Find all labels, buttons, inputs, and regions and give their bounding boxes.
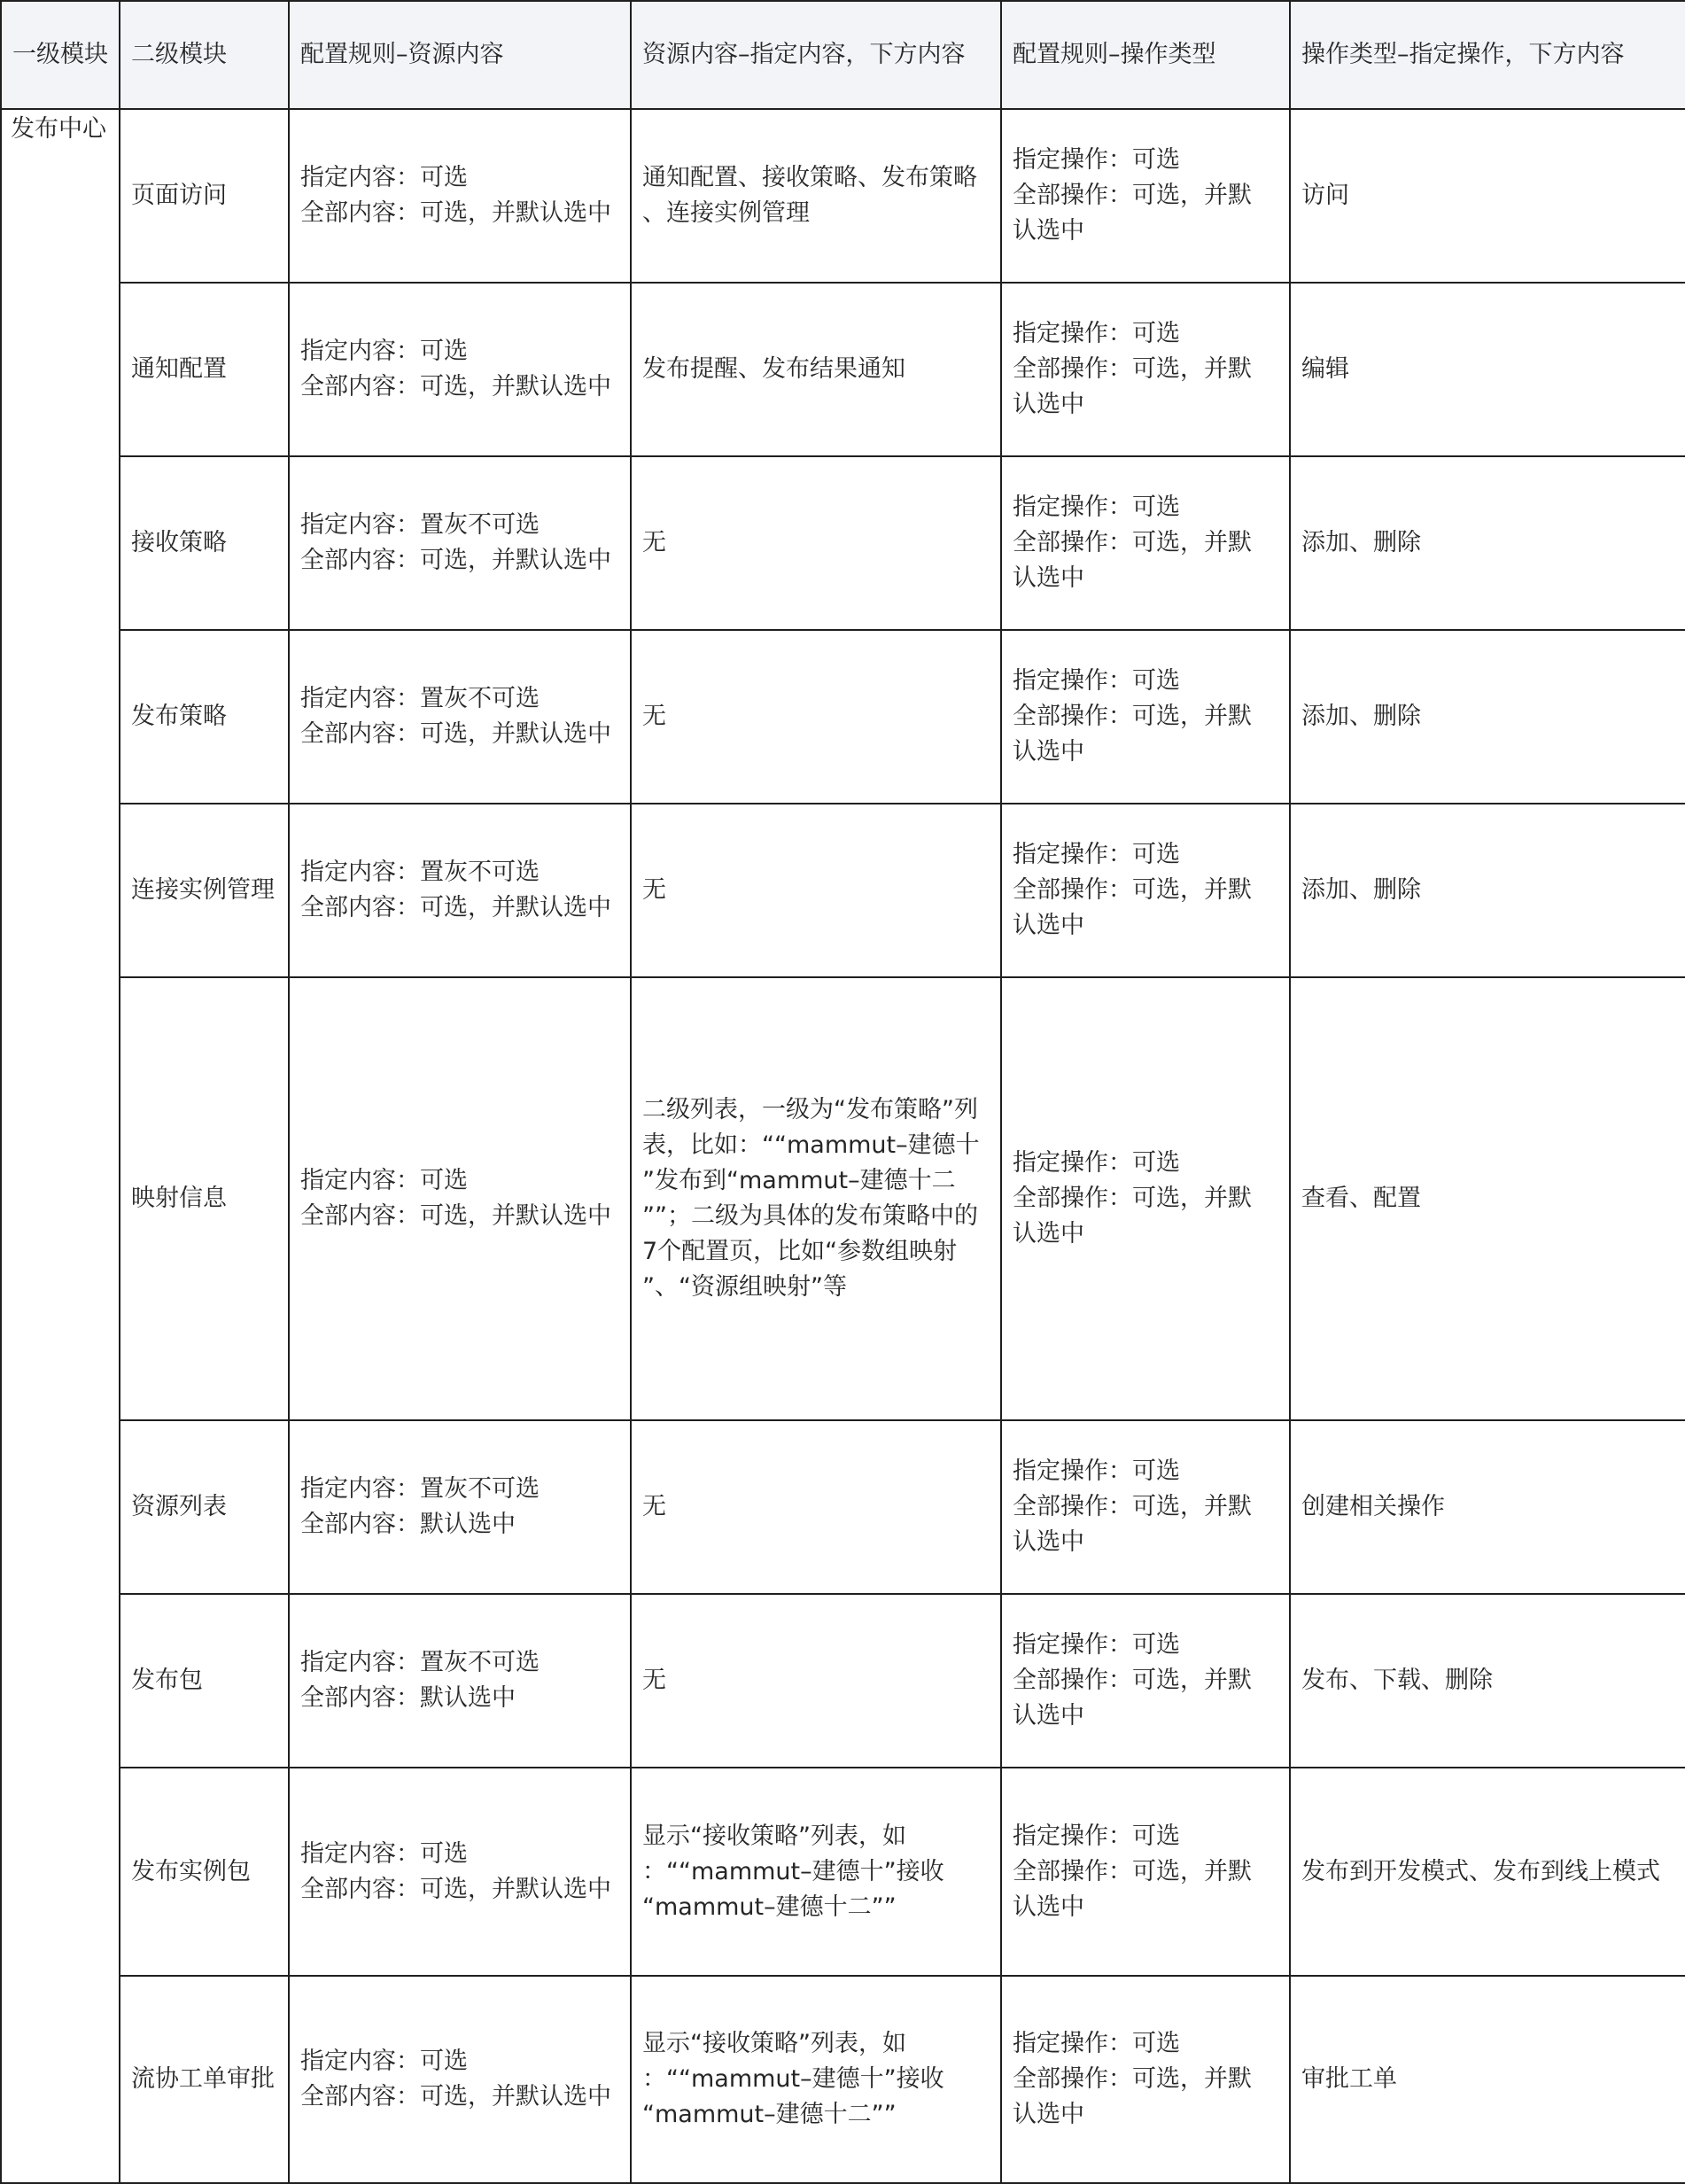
header-resource-content: 资源内容–指定内容，下方内容 [631, 1, 1001, 109]
header-rule-resource: 配置规则–资源内容 [289, 1, 631, 109]
table-row [1, 977, 1685, 1420]
rule-operation-cell: 指定操作：可选 全部操作：可选，并默 认选中 [1001, 1768, 1290, 1976]
rule-resource-cell: 指定内容：可选 全部内容：可选，并默认选中 [289, 1976, 631, 2183]
resource-content-cell: 通知配置、接收策略、发布策略 、连接实例管理 [631, 109, 1001, 283]
resource-content-cell: 无 [631, 1594, 1001, 1768]
table-row [1, 630, 1685, 804]
resource-content-cell: 无 [631, 456, 1001, 630]
table-row [1, 283, 1685, 456]
resource-content-cell: 无 [631, 630, 1001, 804]
module-cell: 发布包 [120, 1594, 289, 1768]
module-cell: 接收策略 [120, 456, 289, 630]
table-row [1, 456, 1685, 630]
resource-content-cell: 显示“接收策略”列表，如 ：““mammut–建德十”接收 “mammut–建德十二”” [631, 1768, 1001, 1976]
module-cell: 流协工单审批 [120, 1976, 289, 2183]
table-row [1, 804, 1685, 977]
operation-content-cell: 添加、删除 [1290, 804, 1685, 977]
module-cell: 连接实例管理 [120, 804, 289, 977]
table-row [1, 1976, 1685, 2183]
rule-operation-cell: 指定操作：可选 全部操作：可选，并默 认选中 [1001, 456, 1290, 630]
resource-content-cell: 无 [631, 804, 1001, 977]
operation-content-cell: 发布、下载、删除 [1290, 1594, 1685, 1768]
rule-resource-cell: 指定内容：置灰不可选 全部内容：默认选中 [289, 1594, 631, 1768]
rule-resource-cell: 指定内容：可选 全部内容：可选，并默认选中 [289, 283, 631, 456]
operation-content-cell: 查看、配置 [1290, 977, 1685, 1420]
table-row [1, 1420, 1685, 1594]
rule-operation-cell: 指定操作：可选 全部操作：可选，并默 认选中 [1001, 1594, 1290, 1768]
resource-content-cell: 二级列表，一级为“发布策略”列 表，比如：““mammut–建德十 ”发布到“mammut–建德十二 ””；二级为具体的发布策略中的 7个配置页，比如“参数组映射 ”、“资源组映射”等 [631, 977, 1001, 1420]
rule-resource-cell: 指定内容：可选 全部内容：可选，并默认选中 [289, 109, 631, 283]
rule-resource-cell: 指定内容：置灰不可选 全部内容：可选，并默认选中 [289, 456, 631, 630]
header-level1-module: 一级模块 [1, 1, 120, 109]
rule-operation-cell: 指定操作：可选 全部操作：可选，并默 认选中 [1001, 283, 1290, 456]
module-cell: 发布策略 [120, 630, 289, 804]
module-cell: 发布实例包 [120, 1768, 289, 1976]
operation-content-cell: 创建相关操作 [1290, 1420, 1685, 1594]
module-cell: 通知配置 [120, 283, 289, 456]
table-row [1, 1594, 1685, 1768]
operation-content-cell: 添加、删除 [1290, 456, 1685, 630]
operation-content-cell: 发布到开发模式、发布到线上模式 [1290, 1768, 1685, 1976]
resource-content-cell: 显示“接收策略”列表，如 ：““mammut–建德十”接收 “mammut–建德十二”” [631, 1976, 1001, 2183]
rule-resource-cell: 指定内容：置灰不可选 全部内容：默认选中 [289, 1420, 631, 1594]
rule-operation-cell: 指定操作：可选 全部操作：可选，并默 认选中 [1001, 1420, 1290, 1594]
rule-resource-cell: 指定内容：可选 全部内容：可选，并默认选中 [289, 977, 631, 1420]
operation-content-cell: 访问 [1290, 109, 1685, 283]
header-level2-module: 二级模块 [120, 1, 289, 109]
rule-operation-cell: 指定操作：可选 全部操作：可选，并默 认选中 [1001, 804, 1290, 977]
operation-content-cell: 添加、删除 [1290, 630, 1685, 804]
resource-content-cell: 无 [631, 1420, 1001, 1594]
rule-resource-cell: 指定内容：置灰不可选 全部内容：可选，并默认选中 [289, 804, 631, 977]
rule-operation-cell: 指定操作：可选 全部操作：可选，并默 认选中 [1001, 630, 1290, 804]
module-cell: 资源列表 [120, 1420, 289, 1594]
rule-operation-cell: 指定操作：可选 全部操作：可选，并默 认选中 [1001, 1976, 1290, 2183]
module-cell: 页面访问 [120, 109, 289, 283]
module-cell: 映射信息 [120, 977, 289, 1420]
table-row [1, 1768, 1685, 1976]
operation-content-cell: 审批工单 [1290, 1976, 1685, 2183]
resource-content-cell: 发布提醒、发布结果通知 [631, 283, 1001, 456]
rule-resource-cell: 指定内容：置灰不可选 全部内容：可选，并默认选中 [289, 630, 631, 804]
rule-operation-cell: 指定操作：可选 全部操作：可选，并默 认选中 [1001, 977, 1290, 1420]
operation-content-cell: 编辑 [1290, 283, 1685, 456]
header-rule-operation: 配置规则–操作类型 [1001, 1, 1290, 109]
table-header-row [1, 1, 1685, 109]
level1-module-cell: 发布中心 [1, 109, 120, 2183]
table-row [1, 109, 1685, 283]
rule-operation-cell: 指定操作：可选 全部操作：可选，并默 认选中 [1001, 109, 1290, 283]
header-operation-content: 操作类型–指定操作，下方内容 [1290, 1, 1685, 109]
rule-resource-cell: 指定内容：可选 全部内容：可选，并默认选中 [289, 1768, 631, 1976]
